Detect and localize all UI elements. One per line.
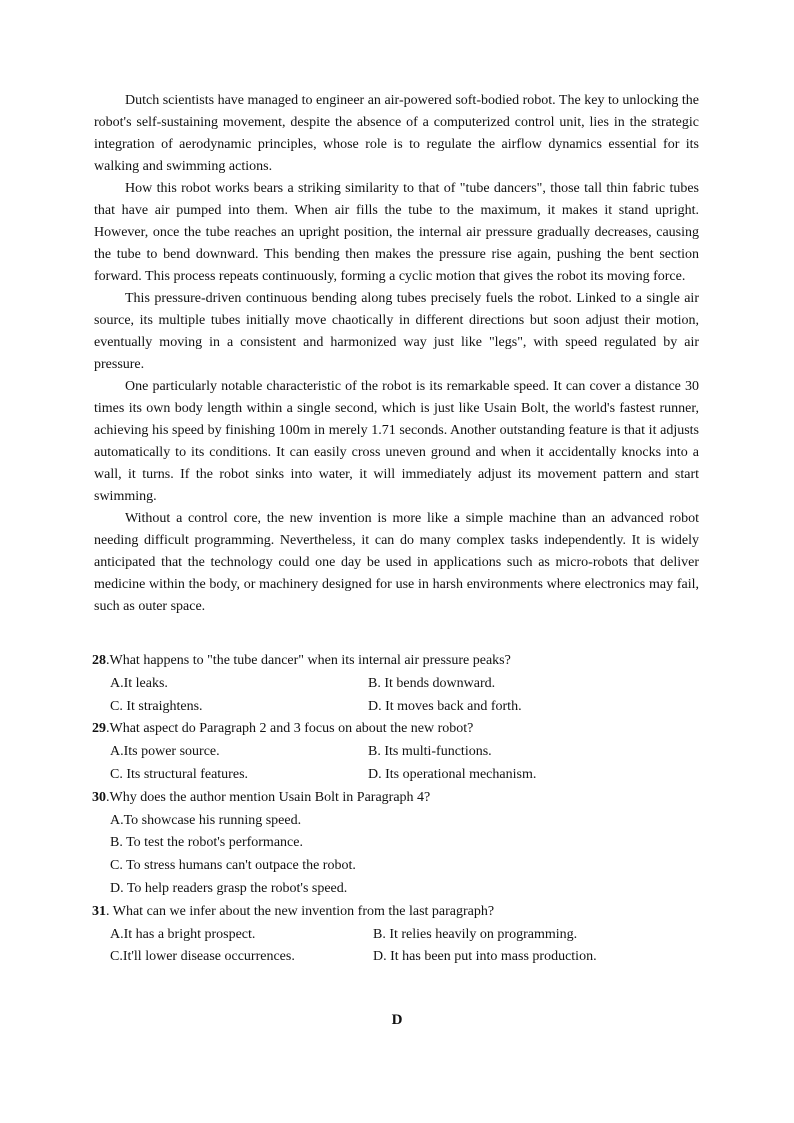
option-a: A.It has a bright prospect. xyxy=(110,926,256,942)
option-group xyxy=(92,810,702,901)
option-b: B. To test the robot's performance. xyxy=(110,835,303,851)
option-d: D. To help readers grasp the robot's speed. xyxy=(110,880,348,896)
question-30 xyxy=(92,787,702,901)
option-group xyxy=(92,673,702,719)
option-b: B. It bends downward. xyxy=(368,675,496,691)
option-group xyxy=(92,924,702,970)
reading-passage xyxy=(94,90,699,618)
question-stem xyxy=(92,787,702,810)
passage-paragraph-3: This pressure-driven continuous bending along tubes precisely fuels the robot. Linked to a single air source, its multiple tubes initially move chaotically in different directions but soon adjust their motion, eventually moving in a consistent and harmonized way just like "legs", with speed regulated by air pressure. xyxy=(94,291,699,372)
option-d: D. It has been put into mass production. xyxy=(373,949,597,965)
option-c: C. Its structural features. xyxy=(110,766,249,782)
section-heading: D xyxy=(391,1012,403,1028)
option-b: B. It relies heavily on programming. xyxy=(373,926,578,942)
option-b: B. Its multi-functions. xyxy=(368,744,492,760)
question-29 xyxy=(92,718,702,786)
option-c: C.It'll lower disease occurrences. xyxy=(110,949,295,965)
question-stem xyxy=(92,901,702,924)
question-number: 31 xyxy=(92,903,106,919)
passage-paragraph-1: Dutch scientists have managed to engineer an air-powered soft-bodied robot. The key to unlocking the robot's self-sustaining movement, despite the absence of a computerized control unit, lies in the strategic integration of aerodynamic principles, whose role is to regulate the airflow dynamics essential for its walking and swimming actions. xyxy=(94,93,699,174)
option-d: D. It moves back and forth. xyxy=(368,698,522,714)
question-number: 28 xyxy=(92,653,106,668)
option-group xyxy=(92,741,702,787)
question-28 xyxy=(92,650,702,718)
option-a: A.To showcase his running speed. xyxy=(110,812,302,828)
option-c: C. To stress humans can't outpace the robot. xyxy=(110,858,356,874)
question-text: . What can we infer about the new invention from the last paragraph? xyxy=(106,903,495,919)
question-number: 29 xyxy=(92,721,106,737)
question-list xyxy=(92,650,702,969)
question-text: .What aspect do Paragraph 2 and 3 focus on about the new robot? xyxy=(106,721,474,737)
passage-paragraph-5: Without a control core, the new invention is more like a simple machine than an advanced robot needing difficult programming. Nevertheless, it can do many complex tasks independently. It is widely anticipated that the technology could one day be used in applications such as micro-robots that deliver medicine within the body, or machinery designed for use in harsh environments where electronics may fail, such as outer space. xyxy=(94,511,699,614)
passage-paragraph-2: How this robot works bears a striking similarity to that of "tube dancers", those tall thin fabric tubes that have air pumped into them. When air fills the tube to the maximum, it makes it stand upright. However, once the tube reaches an upright position, the internal air pressure gradually decreases, causing the tube to bend downward. This bending then makes the pressure rise again, pushing the bent section forward. This process repeats continuously, forming a cyclic motion that gives the robot its moving force. xyxy=(94,181,699,284)
question-stem xyxy=(92,718,702,741)
option-a: A.Its power source. xyxy=(110,744,220,760)
question-number: 30 xyxy=(92,789,106,805)
question-text: .What happens to "the tube dancer" when its internal air pressure peaks? xyxy=(106,653,511,668)
option-c: C. It straightens. xyxy=(110,698,203,714)
question-stem xyxy=(92,650,702,673)
question-text: .Why does the author mention Usain Bolt in Paragraph 4? xyxy=(106,789,431,805)
option-d: D. Its operational mechanism. xyxy=(368,766,537,782)
passage-paragraph-4: One particularly notable characteristic of the robot is its remarkable speed. It can cover a distance 30 times its own body length within a single second, which is just like Usain Bolt, the world's fastest runner, achieving his speed by finishing 100m in merely 1.71 seconds. Another outstanding feature is that it adjusts automatically to its conditions. It can easily cross uneven ground and when it accidentally knocks into a wall, it turns. If the robot sinks into water, it will immediately adjust its movement pattern and start swimming. xyxy=(94,379,699,504)
question-31 xyxy=(92,901,702,969)
option-a: A.It leaks. xyxy=(110,675,168,691)
